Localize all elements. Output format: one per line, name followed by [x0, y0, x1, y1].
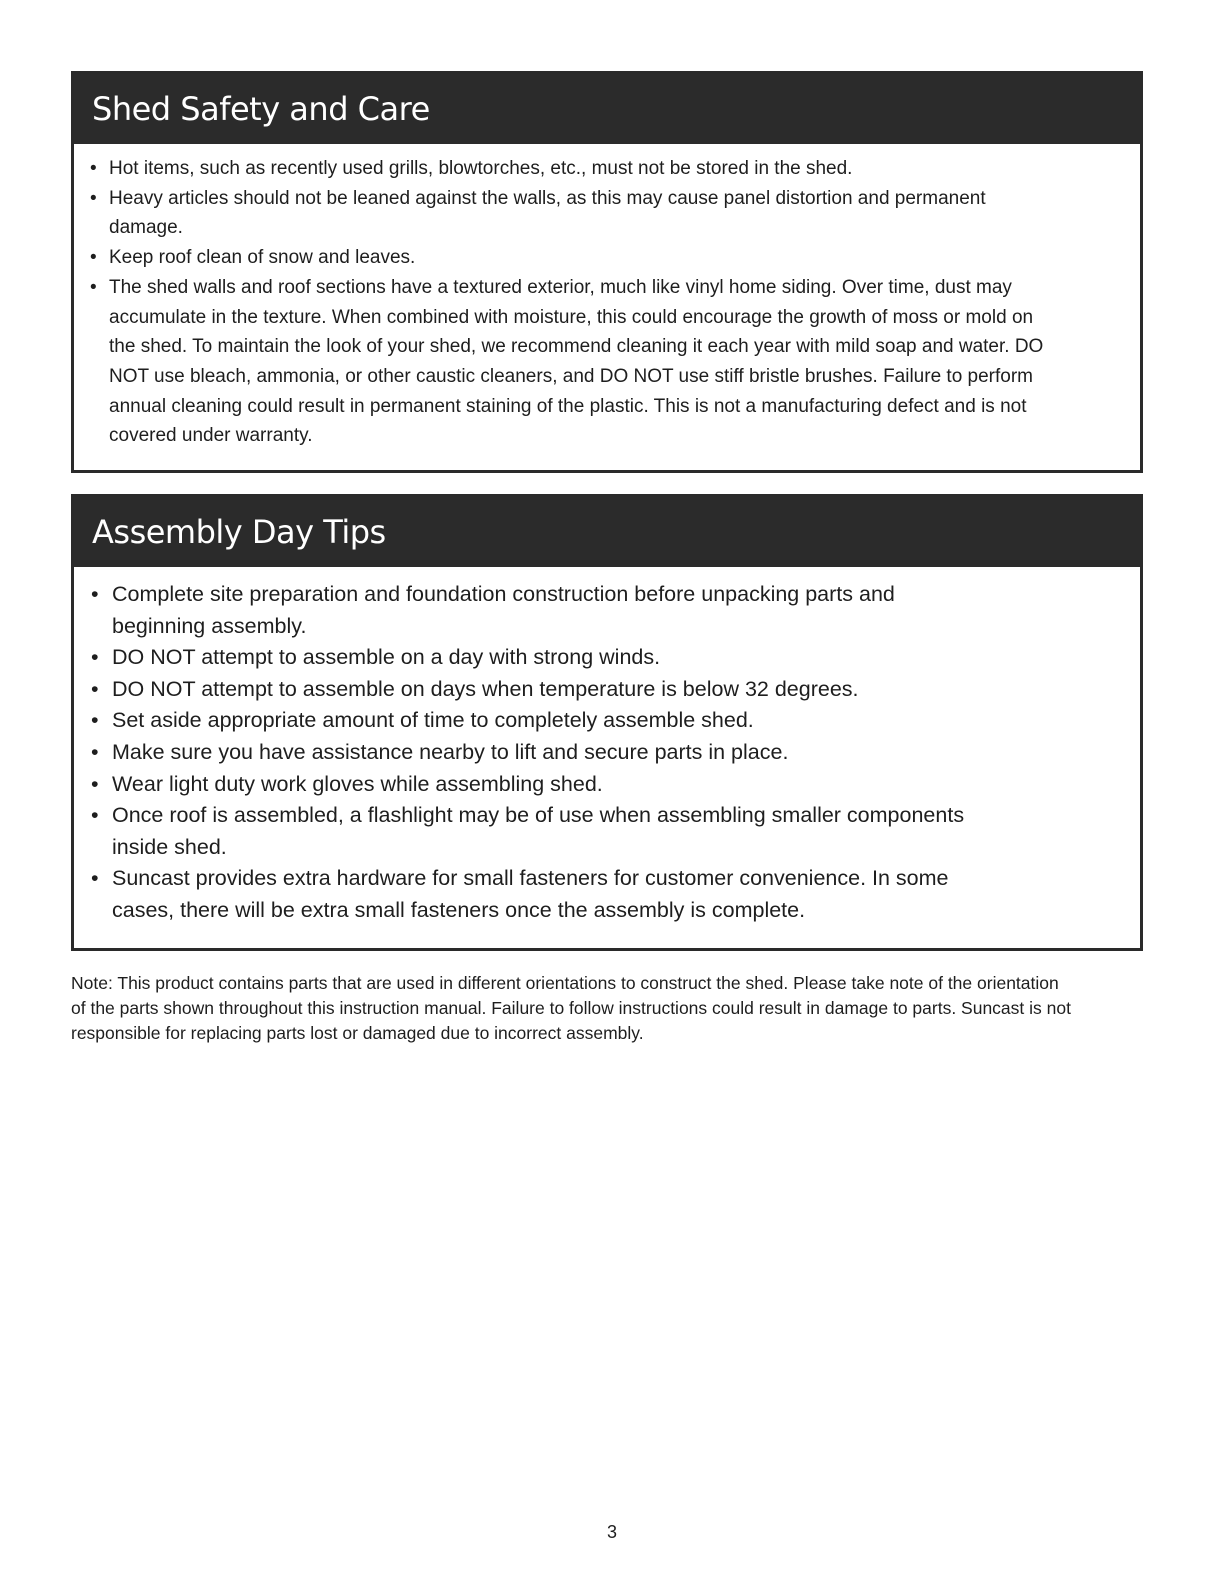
list-item: • Heavy articles should not be leaned against the walls, as this may cause panel distortion and permanent damage. — [103, 184, 1049, 243]
list-item: • DO NOT attempt to assemble on days when temperature is below 32 degrees. — [104, 674, 992, 706]
list-item: • Keep roof clean of snow and leaves. — [103, 243, 1049, 273]
list-item: • Hot items, such as recently used grills, blowtorches, etc., must not be stored in the shed. — [103, 154, 1049, 184]
list-item: • Once roof is assembled, a flashlight may be of use when assembling smaller components inside shed. — [104, 800, 992, 863]
safety-list — [74, 144, 1140, 451]
list-item: • DO NOT attempt to assemble on a day with strong winds. — [104, 642, 992, 674]
list-item: • Wear light duty work gloves while assembling shed. — [104, 769, 992, 801]
assembly-tips-section — [71, 494, 1143, 951]
list-item: • Complete site preparation and foundation construction before unpacking parts and beginning assembly. — [104, 579, 992, 642]
page-number: 3 — [606, 1522, 617, 1542]
list-item: • Suncast provides extra hardware for small fasteners for customer convenience. In some cases, there will be extra small fasteners once the assembly is complete. — [104, 863, 992, 926]
orientation-note: Note: This product contains parts that are used in different orientations to construct the shed. Please take note of the orientation of the parts shown throughout this instruction manual. Failure to follow instructions could result in damage to parts. Suncast is not responsible for replacing parts lost or damaged due to incorrect assembly. — [71, 973, 1071, 1043]
list-item: • The shed walls and roof sections have a textured exterior, much like vinyl home siding. Over time, dust may accumulate in the texture. When combined with moisture, this could encourage the growth of moss or mold on the shed. To maintain the look of your shed, we recommend cleaning it each year with mild soap and water. DO NOT use bleach, ammonia, or other caustic cleaners, and DO NOT use stiff bristle brushes. Failure to perform annual cleaning could result in permanent staining of the plastic. This is not a manufacturing defect and is not covered under warranty. — [103, 273, 1049, 451]
tips-list — [74, 567, 1140, 927]
section-title: Assembly Day Tips — [74, 497, 1140, 567]
shed-safety-section — [71, 71, 1143, 473]
section-title: Shed Safety and Care — [74, 74, 1140, 144]
list-item: • Make sure you have assistance nearby to lift and secure parts in place. — [104, 737, 992, 769]
list-item: • Set aside appropriate amount of time to completely assemble shed. — [104, 705, 992, 737]
